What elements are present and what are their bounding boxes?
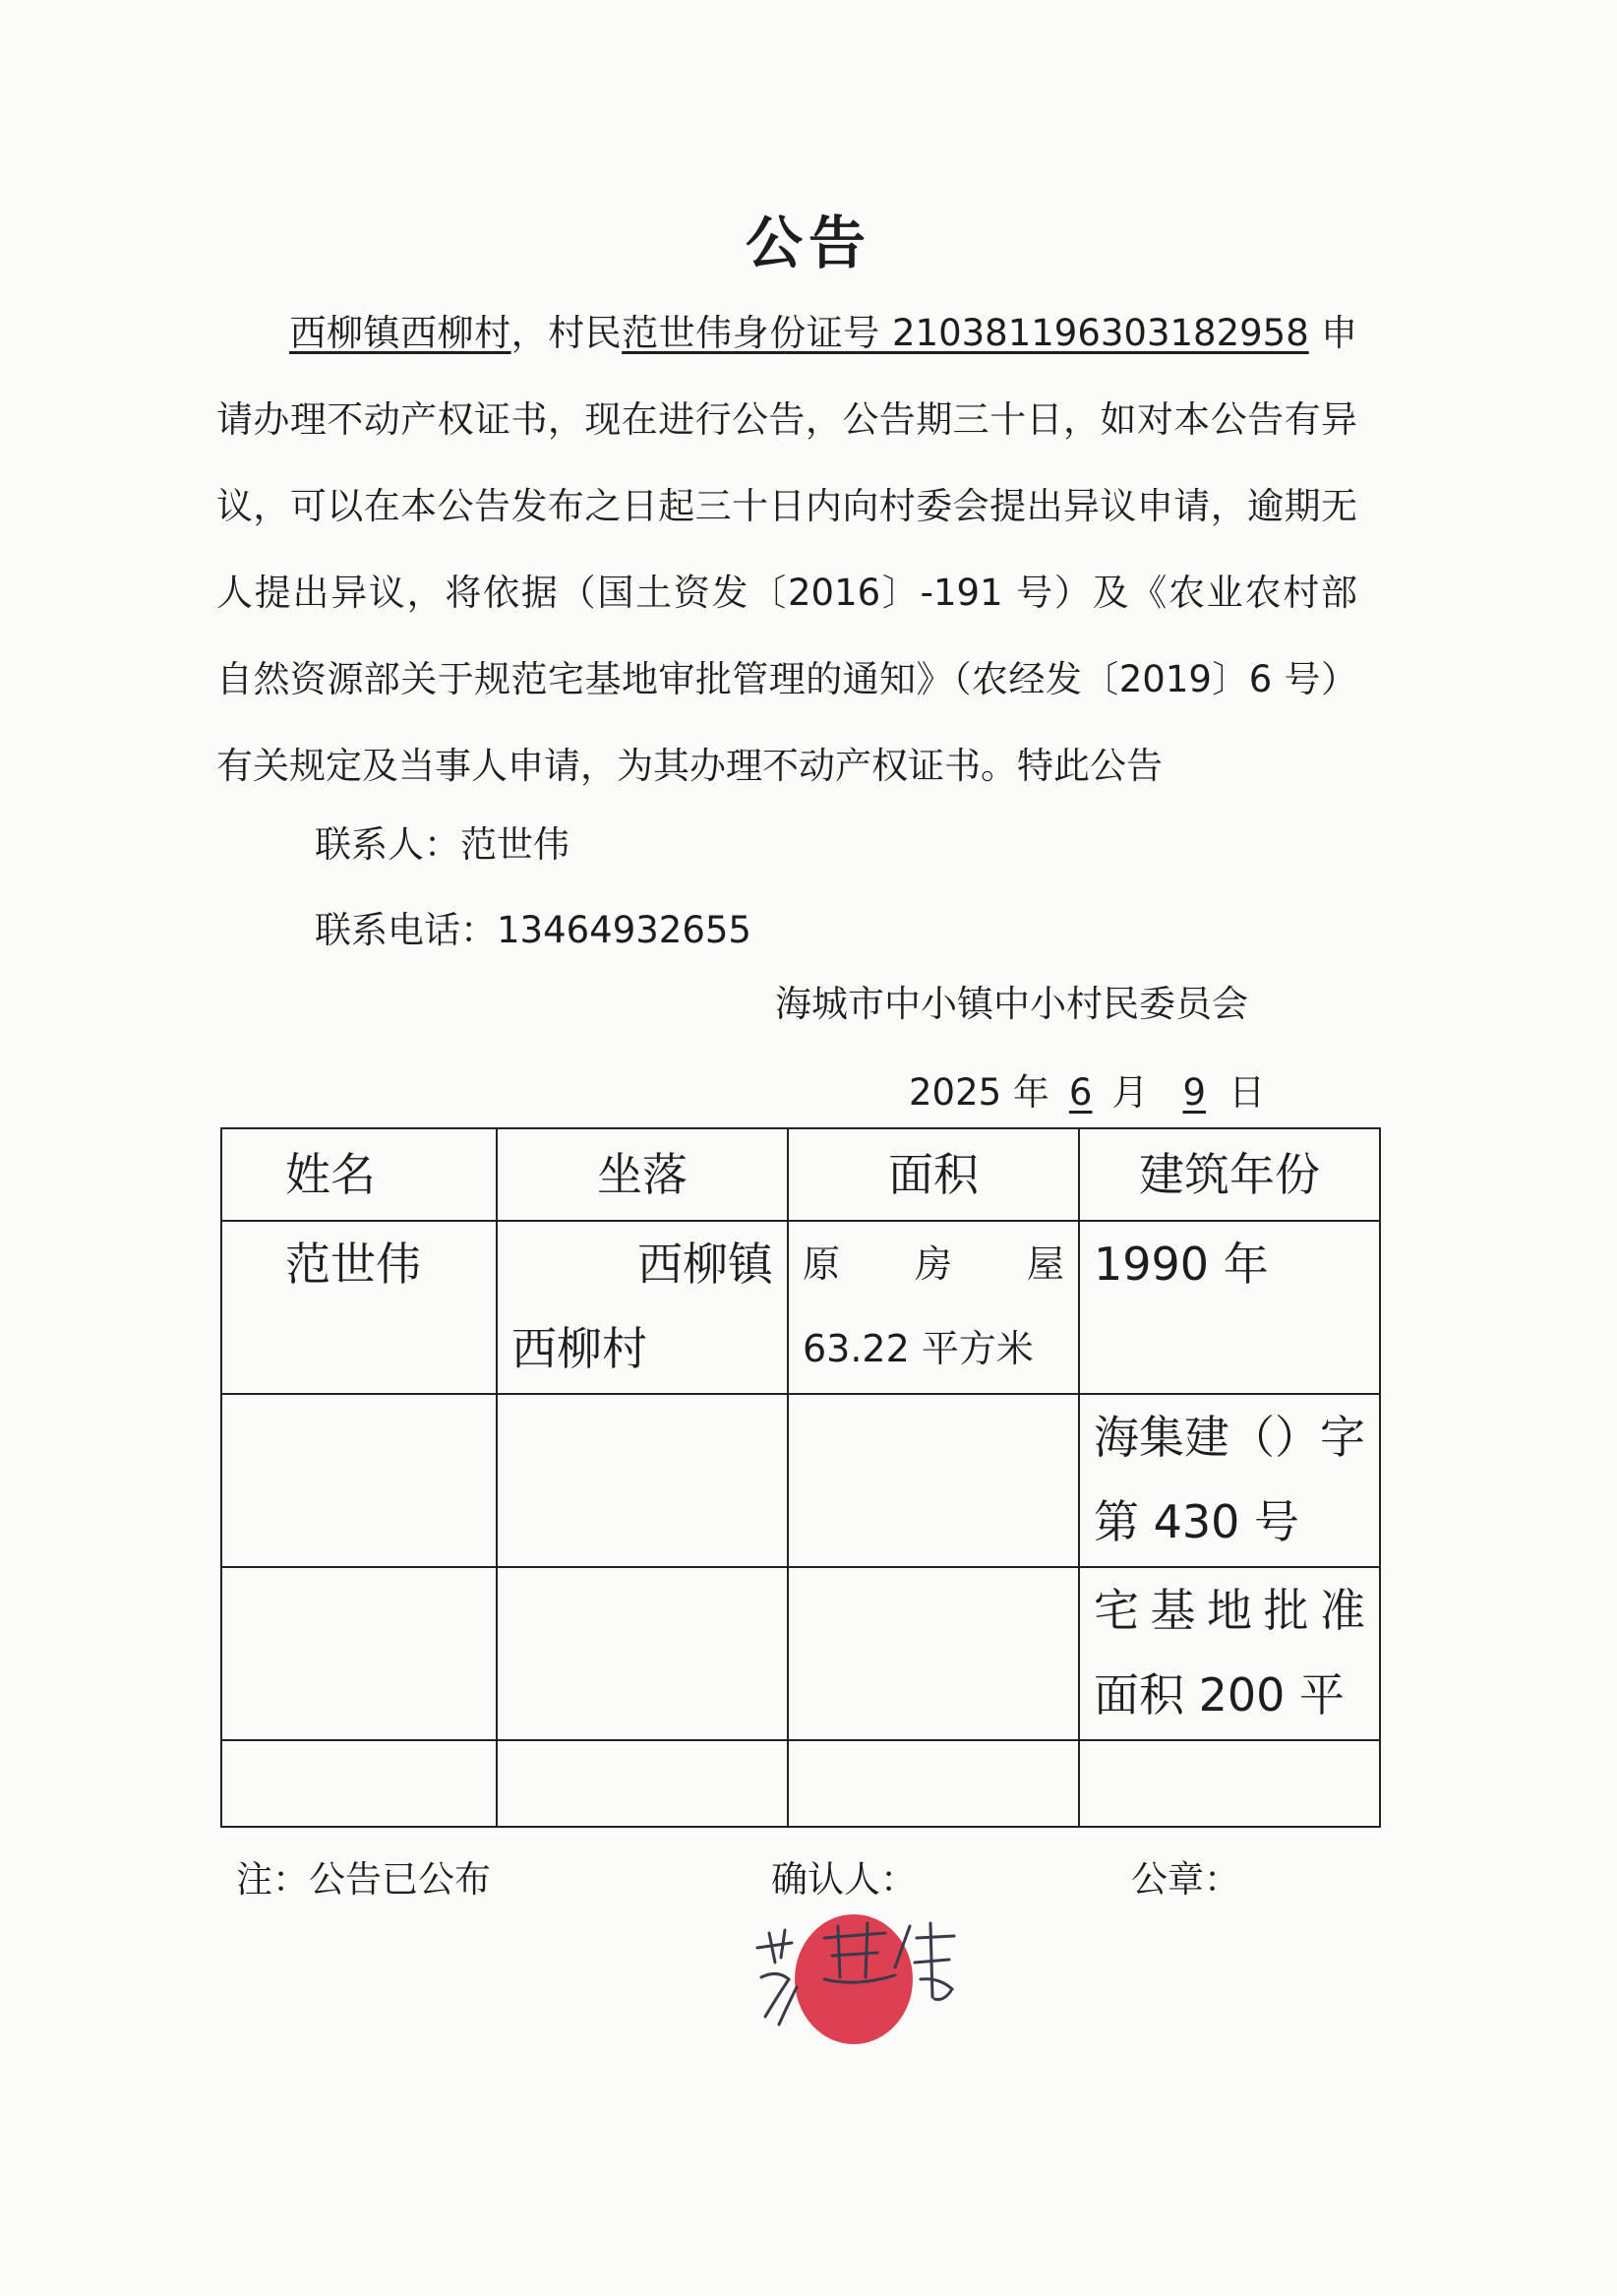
notice-date [909,1062,1265,1116]
body-rest: 申请办理不动产权证书，现在进行公告，公告期三十日，如对本公告有异议，可以在本公告发布之日起三十日内向村委会提出异议申请，逾期无人提出异议，将依据（国土资发〔2016〕-191 号）及《农业农村部 自然资源部关于规范宅基地审批管理的通知》（农经发〔2019〕6 号）有关规定及当事人申请，为其办理不动产权证书。特此公告 [216,312,1358,787]
table-row [221,1567,1380,1740]
location-line2: 西柳村 [511,1322,647,1375]
cell-empty [221,1394,497,1567]
cell-permit [1079,1394,1380,1567]
cell-empty [788,1394,1079,1567]
date-month: 6 [1068,1071,1093,1114]
property-table [220,1127,1381,1828]
header-name: 姓名 [221,1128,497,1221]
date-day-unit: 日 [1228,1071,1266,1114]
table-row [221,1740,1380,1827]
date-day: 9 [1182,1071,1206,1114]
permit-line1: 海集建（）字 [1094,1411,1365,1464]
table-row [221,1394,1380,1567]
cell-empty [221,1567,497,1740]
cell-build-year: 1990 年 [1079,1221,1380,1394]
contact-phone [315,900,751,953]
date-year-unit: 年 [1001,1071,1049,1114]
body-sep: ，村民 [510,312,623,354]
issuer-name: 海城市中小镇中小村民委员会 [775,983,1248,1025]
footer-confirm-label: 确认人： [771,1858,917,1901]
area-line2: 63.22 平方米 [803,1327,1034,1370]
cell-empty [497,1740,788,1827]
contact-phone-value: 13464932655 [497,909,751,951]
date-year: 2025 [909,1071,1002,1114]
location-line1: 西柳镇 [637,1238,773,1291]
header-area: 面积 [788,1128,1079,1221]
cell-approved-area [1079,1567,1380,1740]
cell-empty [1079,1740,1380,1827]
footer-note: 注：公告已公布 [236,1858,491,1901]
footer-seal-label: 公章： [1131,1858,1240,1901]
contact-person [315,815,569,868]
cell-empty [788,1740,1079,1827]
village-name: 西柳镇西柳村 [289,312,511,354]
cell-empty [497,1567,788,1740]
contact-person-value: 范世伟 [460,823,569,866]
cell-area [788,1221,1079,1394]
area-line1: 原房屋 [803,1242,1064,1286]
fingerprint-mark [795,1914,913,2044]
cell-empty [221,1740,497,1827]
date-month-unit: 月 [1100,1071,1149,1114]
approved-line2: 面积 200 平 [1094,1668,1346,1722]
applicant-id: 范世伟身份证号 210381196303182958 [622,312,1309,354]
contact-phone-label: 联系电话： [315,909,497,951]
permit-line2: 第 430 号 [1094,1495,1300,1548]
table-row [221,1221,1380,1394]
table-header-row [221,1128,1380,1221]
notice-body [216,290,1357,810]
cell-empty [788,1567,1079,1740]
header-build-year: 建筑年份 [1079,1128,1380,1221]
header-location: 坐落 [497,1128,788,1221]
cell-empty [497,1394,788,1567]
notice-title: 公告 [745,210,871,276]
contact-person-label: 联系人： [315,823,460,866]
approved-line1: 宅基地批准 [1094,1584,1365,1637]
cell-name: 范世伟 [221,1221,497,1394]
cell-location [497,1221,788,1394]
handwritten-signature-with-fingerprint [748,1908,964,2056]
